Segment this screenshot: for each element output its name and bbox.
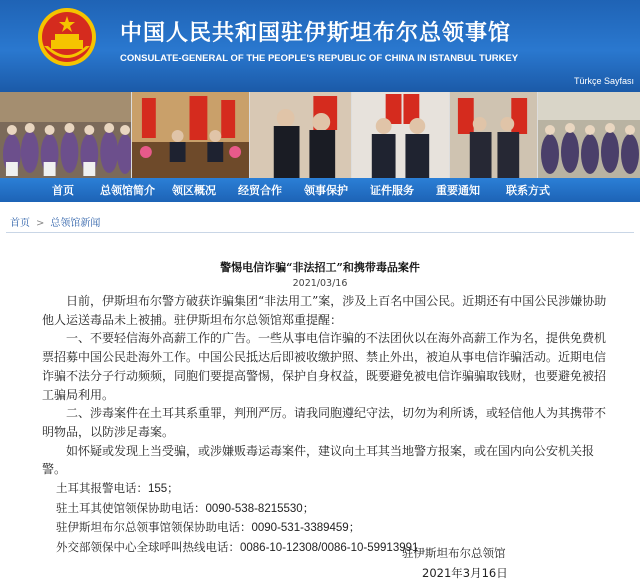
article-paragraph: 如怀疑或发现上当受骗，或涉嫌贩毒运毒案件，建议向土耳其当地警方报案，或在国内向公安机关报警。 — [42, 443, 595, 477]
main-nav — [0, 178, 640, 202]
breadcrumb-separator-icon: > — [36, 218, 45, 229]
contact-value: 0090-531-3389459； — [251, 522, 361, 535]
contact-line — [42, 538, 612, 558]
site-header — [0, 0, 640, 92]
article-date: 2021/03/16 — [292, 278, 348, 289]
contact-value: 0090-538-8215530； — [205, 502, 315, 515]
turkish-page-link[interactable]: Türkçe Sayfası — [573, 76, 634, 86]
banner-photo-handshake — [352, 92, 450, 178]
banner-photo-meeting — [132, 92, 250, 178]
contact-label: 土耳其报警电话： — [56, 481, 148, 496]
article-signature-date: 2021年3月16日 — [422, 566, 508, 580]
article-signature: 驻伊斯坦布尔总领馆 — [402, 546, 506, 560]
nav-consular-protection[interactable]: 领事保护 — [304, 184, 348, 197]
article-title: 警惕电信诈骗“非法招工”和携带毒品案件 — [220, 261, 420, 274]
site-title-en: CONSULATE-GENERAL OF THE PEOPLE'S REPUBLIC OF CHINA IN ISTANBUL TURKEY — [120, 53, 519, 64]
nav-trade[interactable]: 经贸合作 — [238, 184, 282, 197]
banner-photo-leaders — [250, 92, 352, 178]
contact-value: 0086-10-12308/0086-10-59913991 — [240, 541, 419, 554]
nav-region[interactable]: 领区概况 — [172, 184, 216, 197]
nav-notices[interactable]: 重要通知 — [436, 184, 480, 197]
article-paragraph: 二、涉毒案件在土耳其系重罪，判刑严厉。请我同胞遵纪守法，切勿为利所诱，或轻信他人为其携带不明物品，以防涉足毒案。 — [42, 406, 607, 439]
nav-about[interactable]: 总领馆简介 — [100, 184, 155, 197]
contact-line — [42, 499, 612, 519]
breadcrumb-home[interactable]: 首页 — [10, 218, 30, 229]
article-paragraph: 一、不要轻信海外高薪工作的广告。一些从事电信诈骗的不法团伙以在海外高薪工作为名，提供免费机票招募中国公民赴海外工作。中国公民抵达后即被收缴护照、禁止外出，被迫从事电信诈骗活动。近期电信诈骗不法分子行动频频，同胞们要提高警惕，保护自身权益，既要避免被电信诈骗骗取钱财，也要避免被招工骗局利用。 — [42, 331, 607, 402]
breadcrumb — [10, 214, 100, 229]
breadcrumb-news[interactable]: 总领馆新闻 — [50, 218, 101, 229]
article-body — [42, 292, 612, 557]
nav-home[interactable]: 首页 — [52, 184, 74, 197]
contact-value: 155； — [148, 483, 179, 496]
contact-label: 驻土耳其使馆领保协助电话： — [56, 500, 206, 515]
banner-photo-officials — [450, 92, 538, 178]
photo-banner — [0, 92, 640, 178]
article-paragraph: 日前，伊斯坦布尔警方破获诈骗集团“非法用工”案，涉及上百名中国公民。近期还有中国公民涉嫌协助他人运送毒品未上被捕。驻伊斯坦布尔总领馆郑重提醒： — [42, 294, 607, 327]
contact-label: 驻伊斯坦布尔总领事馆领保协助电话： — [56, 520, 252, 535]
banner-photo-dancers — [0, 92, 132, 178]
contact-line — [42, 479, 612, 499]
nav-contact[interactable]: 联系方式 — [506, 184, 550, 197]
site-title-cn: 中国人民共和国驻伊斯坦布尔总领事馆 — [120, 21, 512, 46]
contact-label: 外交部领保中心全球呼叫热线电话： — [56, 539, 240, 554]
national-emblem-icon[interactable] — [36, 6, 98, 68]
contact-line — [42, 518, 612, 538]
divider — [6, 232, 634, 233]
nav-documents[interactable]: 证件服务 — [370, 184, 414, 197]
banner-photo-group — [538, 92, 640, 178]
